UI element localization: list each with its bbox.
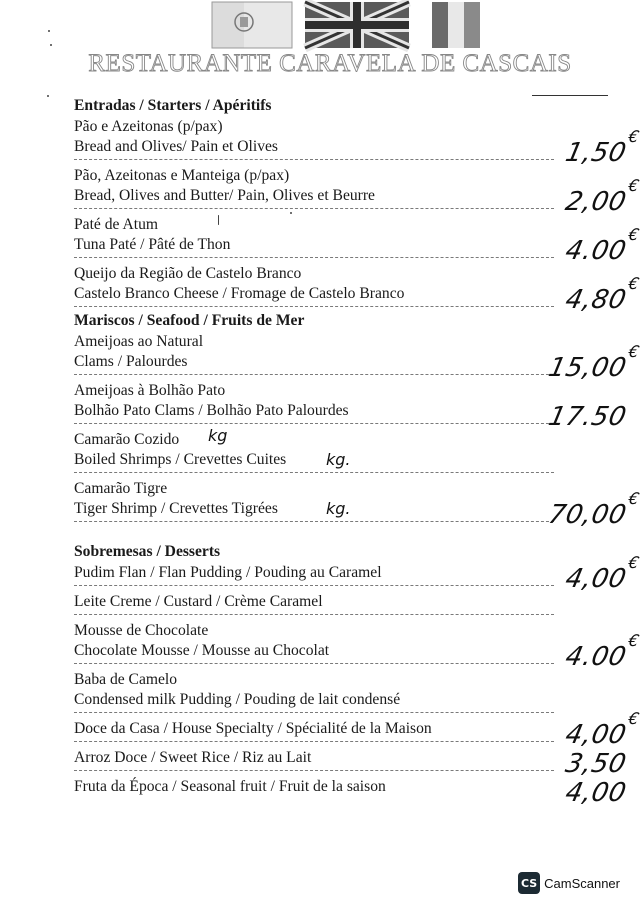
item-name-pt: Mousse de Chocolate: [74, 622, 209, 639]
portugal-flag-icon: [212, 2, 292, 48]
item-name-en-fr: Bread and Olives/ Pain et Olives: [74, 138, 278, 155]
item-price: [562, 225, 642, 266]
item-price: [562, 127, 642, 168]
item-name-pt: Baba de Camelo: [74, 671, 178, 688]
section-header-seafood: Mariscos / Seafood / Fruits de Mer: [74, 312, 305, 329]
item-price: [562, 631, 642, 672]
item-price: [562, 553, 642, 594]
price-value: 70,00: [545, 500, 630, 530]
item-name-en-fr: Tuna Paté / Pâté de Thon: [74, 236, 231, 253]
item-price: [545, 342, 642, 383]
item-name-pt: Pão e Azeitonas (p/pax): [74, 118, 223, 135]
item-name-en-fr: Castelo Branco Cheese / Fromage de Castelo Branco: [74, 285, 405, 302]
menu-item: [74, 426, 554, 473]
euro-sign: €: [626, 553, 642, 572]
item-name-pt: Camarão Cozido: [74, 431, 180, 448]
euro-sign: €: [626, 631, 642, 650]
euro-sign: €: [626, 225, 642, 244]
menu-item: [74, 215, 642, 266]
price-value: 4,80: [562, 285, 630, 315]
item-name-pt: Ameijoas à Bolhão Pato: [74, 382, 226, 399]
item-price: [562, 778, 630, 808]
item-name-pt: Paté de Atum: [74, 216, 159, 233]
item-price: [562, 176, 642, 217]
camscanner-label: CamScanner: [544, 875, 620, 891]
euro-sign: €: [626, 342, 642, 361]
item-name-pt: Ameijoas ao Natural: [74, 333, 204, 350]
item-price: [562, 709, 642, 750]
kg-note: kg: [208, 426, 228, 445]
price-value: 15,00: [545, 353, 630, 383]
menu-item: [74, 777, 630, 808]
section-header-desserts: Sobremesas / Desserts: [74, 543, 221, 560]
menu-item: [74, 709, 642, 750]
price-value: 1,50: [562, 138, 630, 168]
euro-sign: €: [626, 127, 642, 146]
menu-item: [74, 621, 642, 672]
menu-item: [74, 592, 554, 615]
menu-item: [74, 264, 642, 315]
item-price: [545, 402, 630, 432]
item-name-pt: Pão, Azeitonas e Manteiga (p/pax): [74, 167, 290, 184]
item-name-en-fr: Clams / Palourdes: [74, 353, 188, 370]
kg-note: kg.: [326, 499, 351, 518]
price-value: 4,00: [562, 720, 630, 750]
euro-sign: €: [626, 274, 642, 293]
price-value: 3,50: [562, 749, 630, 779]
france-flag-icon: [432, 2, 480, 48]
uk-flag-icon: [305, 2, 409, 48]
item-name-en-fr: Boiled Shrimps / Crevettes Cuites: [74, 451, 287, 468]
item-name: Doce da Casa / House Specialty / Spécialité de la Maison: [74, 720, 432, 737]
flags-row: [0, 2, 640, 52]
menu-item: [74, 332, 642, 383]
item-name: Fruta da Época / Seasonal fruit / Fruit de la saison: [74, 778, 386, 795]
price-value: 17.50: [545, 402, 630, 432]
item-name: Arroz Doce / Sweet Rice / Riz au Lait: [74, 749, 312, 766]
menu-item: [74, 479, 642, 530]
menu-item: [74, 670, 554, 713]
menu-item: [74, 381, 630, 432]
item-name-pt: Camarão Tigre: [74, 480, 168, 497]
item-name-en-fr: Condensed milk Pudding / Pouding de lait condensé: [74, 691, 401, 708]
item-price: [562, 749, 630, 779]
kg-note: kg.: [326, 450, 351, 469]
menu-item: [74, 117, 642, 168]
item-name: Leite Creme / Custard / Crème Caramel: [74, 593, 323, 610]
price-value: 4,00: [562, 778, 630, 808]
item-name-en-fr: Bolhão Pato Clams / Bolhão Pato Palourdes: [74, 402, 349, 419]
price-value: 4,00: [562, 564, 630, 594]
item-name-en-fr: Chocolate Mousse / Mousse au Chocolat: [74, 642, 330, 659]
price-value: 4.00: [562, 642, 630, 672]
section-header-starters: Entradas / Starters / Apéritifs: [74, 97, 272, 114]
camscanner-watermark: [518, 872, 620, 894]
restaurant-title: RESTAURANTE CARAVELA DE CASCAIS: [88, 50, 572, 77]
euro-sign: €: [626, 709, 642, 728]
item-name-en-fr: Tiger Shrimp / Crevettes Tigrées: [74, 500, 278, 517]
menu-item: [74, 748, 630, 779]
item-price: [562, 274, 642, 315]
item-name-pt: Queijo da Região de Castelo Branco: [74, 265, 302, 282]
menu-item: [74, 553, 642, 594]
camscanner-logo-icon: CS: [518, 872, 540, 894]
price-value: 4.00: [562, 236, 630, 266]
price-value: 2,00: [562, 187, 630, 217]
item-price: [545, 489, 642, 530]
menu-item: [74, 166, 642, 217]
euro-sign: €: [626, 176, 642, 195]
euro-sign: €: [626, 489, 642, 508]
item-name-en-fr: Bread, Olives and Butter/ Pain, Olives et Beurre: [74, 187, 375, 204]
item-name: Pudim Flan / Flan Pudding / Pouding au Caramel: [74, 564, 382, 581]
menu: [74, 96, 642, 808]
